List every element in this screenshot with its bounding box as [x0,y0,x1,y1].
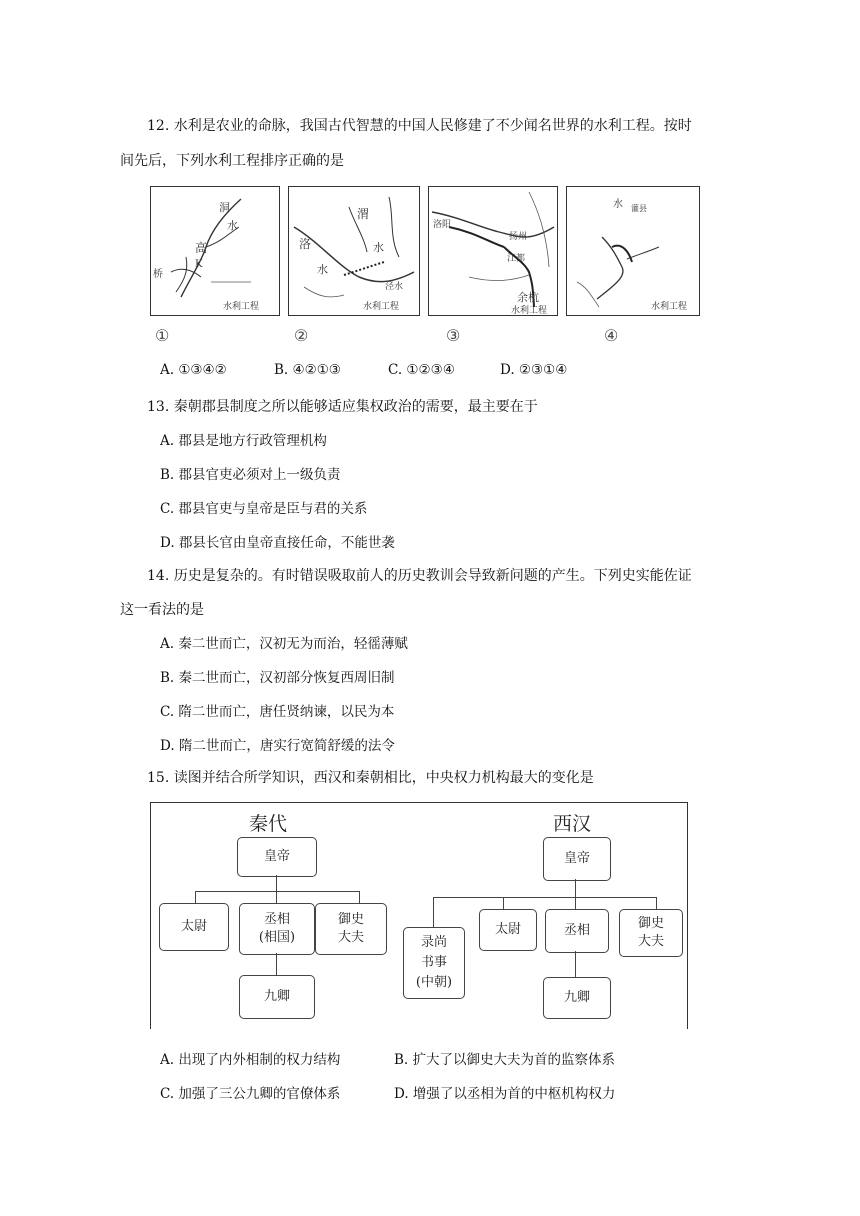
map-4-label-2: 灌县 [631,204,647,213]
map-4 [566,186,700,316]
map-1-label-2: 水 [227,219,238,232]
map-1-rivers [151,187,279,315]
map-2-label-5: 泾水 [385,282,404,292]
map-4-scale: 水利工程 [651,302,688,312]
map-2-label-3: 水 [373,241,384,254]
q13-option-b[interactable]: B. 郡县官吏必须对上一级负责 [160,467,341,483]
map-1-label-4: K [195,259,203,270]
han-emperor-box: 皇帝 [543,837,611,881]
q12-option-a[interactable]: A. ①③④② [160,362,227,378]
map-3 [428,186,558,316]
q14-option-b[interactable]: B. 秦二世而亡，汉初部分恢复西周旧制 [160,670,395,686]
q14-option-a[interactable]: A. 秦二世而亡，汉初无为而治，轻徭薄赋 [160,636,408,652]
han-jiuqing-box: 九卿 [543,977,611,1019]
han-title: 西汉 [553,813,592,835]
map-2-label-2: 洛 [299,237,312,251]
map-2-label-4: 水 [317,263,328,276]
q15-option-c[interactable]: C. 加强了三公九卿的官僚体系 [160,1086,341,1102]
map-2-scale: 水利工程 [363,302,400,312]
qin-title: 秦代 [249,813,288,835]
q12-option-b[interactable]: B. ④②①③ [274,362,341,378]
map-2-label-1: 渭 [357,207,370,221]
q12-option-c[interactable]: C. ①②③④ [388,362,455,378]
map-1-scale: 水利工程 [223,302,260,312]
q14-stem-line2: 这一看法的是 [120,602,204,618]
han-taiwei-box: 太尉 [479,909,537,951]
q13-option-c[interactable]: C. 郡县官吏与皇帝是臣与君的关系 [160,501,368,517]
q15-option-d[interactable]: D. 增强了以丞相为首的中枢机构权力 [394,1086,616,1102]
map-1-label-5: 桥 [153,269,163,280]
q12-option-d[interactable]: D. ②③①④ [500,362,568,378]
q12-stem-line1: 12. 水利是农业的命脉，我国古代智慧的中国人民修建了不少闻名世界的水利工程。按时 [147,118,692,134]
map-1 [150,186,280,316]
q15-option-b[interactable]: B. 扩大了以御史大夫为首的监察体系 [394,1052,616,1068]
map-3-number: ③ [446,326,461,345]
q13-option-d[interactable]: D. 郡县长官由皇帝直接任命，不能世袭 [160,535,395,551]
map-3-label-4: 余杭 [517,291,539,304]
qin-taiwei-box: 太尉 [159,903,229,951]
han-yushi-box: 御史 大夫 [619,909,683,957]
q15-stem: 15. 读图并结合所学知识，西汉和秦朝相比，中央权力机构最大的变化是 [147,770,594,786]
map-2 [288,186,420,316]
map-4-number: ④ [604,326,619,345]
q14-option-d[interactable]: D. 隋二世而亡，唐实行宽简舒缓的法令 [160,738,395,754]
q14-option-c[interactable]: C. 隋二世而亡，唐任贤纳谏，以民为本 [160,704,395,720]
q15-option-a[interactable]: A. 出现了内外相制的权力结构 [160,1052,341,1068]
q13-stem: 13. 秦朝郡县制度之所以能够适应集权政治的需要，最主要在于 [147,399,538,415]
qin-yushi-box: 御史 大夫 [315,903,387,955]
government-structure-diagram [150,802,688,1029]
map-1-number: ① [155,326,170,345]
map-3-label-3: 江都 [507,254,526,264]
map-3-label-1: 洛阳 [433,220,452,230]
map-1-label-1: 洞 [219,201,230,214]
map-2-number: ② [294,326,309,345]
map-4-label-1: 水 [613,199,623,210]
han-shangshu-box: 录尚 书事 (中朝) [403,927,465,999]
map-1-label-3: 高 [195,241,208,255]
q12-stem-line2: 间先后，下列水利工程排序正确的是 [120,153,344,169]
map-3-label-2: 扬州 [509,232,528,242]
qin-jiuqing-box: 九卿 [239,975,315,1019]
q14-stem-line1: 14. 历史是复杂的。有时错误吸取前人的历史教训会导致新问题的产生。下列史实能佐证 [147,568,692,584]
map-3-scale: 水利工程 [511,306,548,316]
han-chengxiang-box: 丞相 [545,909,609,953]
qin-chengxiang-box: 丞相 (相国) [239,903,315,955]
qin-emperor-box: 皇帝 [237,837,317,877]
q13-option-a[interactable]: A. 郡县是地方行政管理机构 [160,433,327,449]
